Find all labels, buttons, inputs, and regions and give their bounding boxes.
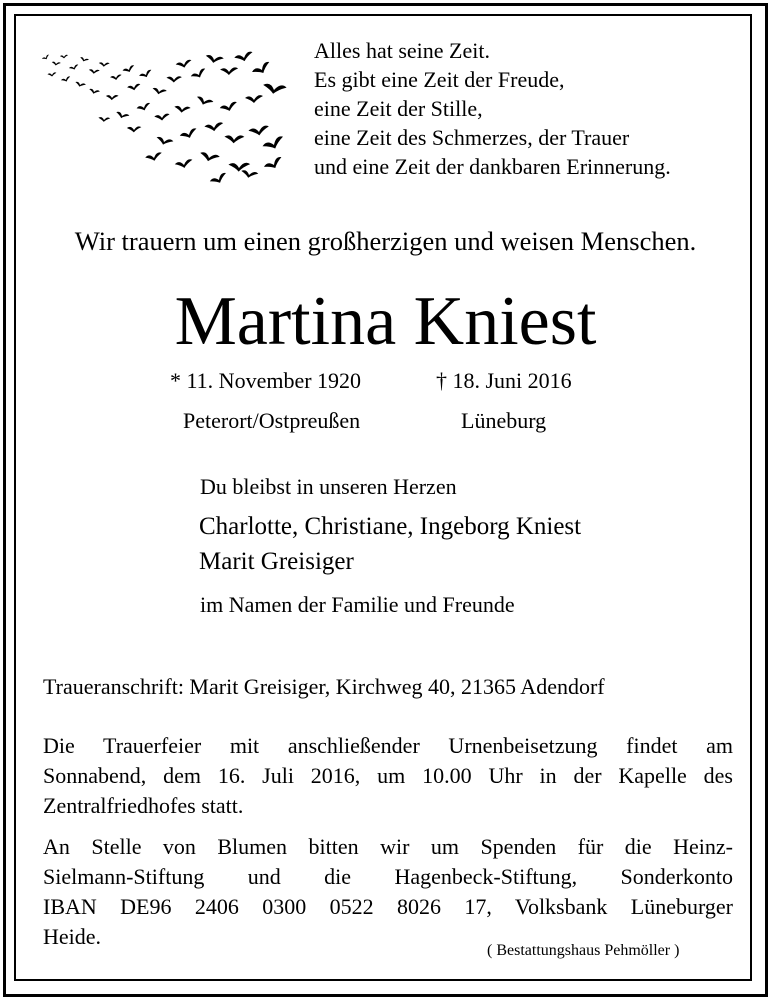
bird-icon [209, 172, 229, 186]
mourner-names: Charlotte, Christiane, Ingeborg Kniest [199, 513, 582, 540]
poem [314, 36, 671, 181]
bird-icon [195, 94, 214, 108]
flying-birds-illustration [34, 30, 309, 195]
paragraph-line: Die Trauerfeier mit anschließender Urnenbeisetzung findet am [43, 733, 733, 758]
birth-date: * 11. November 1920 [170, 368, 362, 393]
bird-icon [175, 59, 192, 69]
bird-icon [51, 61, 61, 67]
paragraph-line: Sielmann-Stiftung und die Hagenbeck-Stiftung, Sonderkonto [43, 864, 733, 889]
bird-icon [166, 75, 182, 83]
bird-icon [261, 136, 285, 153]
poem-line: Alles hat seine Zeit. [314, 38, 490, 63]
bird-icon [234, 51, 254, 63]
bird-icon [220, 67, 238, 76]
bird-icon [88, 87, 100, 95]
paragraph-line: Sonnabend, dem 16. Juli 2016, um 10.00 Uhr in der Kapelle des [43, 763, 733, 788]
mourner-names: Marit Greisiger [199, 548, 354, 575]
paragraph-line: An Stelle von Blumen bitten wir um Spenden für die Heinz- [43, 834, 733, 859]
poem-line: Es gibt eine Zeit der Freude, [314, 67, 565, 92]
bird-icon [174, 159, 193, 169]
paragraph-line: IBAN DE96 2406 0300 0522 8026 17, Volksbank Lüneburger [43, 894, 733, 919]
donation-paragraph [43, 832, 733, 952]
bird-icon [127, 126, 142, 133]
bird-icon [199, 150, 221, 164]
bird-icon [154, 114, 170, 121]
bird-icon [228, 161, 250, 172]
bird-icon [138, 69, 153, 79]
ceremony-paragraph [43, 731, 733, 821]
bird-icon [98, 116, 110, 123]
bird-icon [240, 168, 259, 180]
bird-icon [127, 84, 141, 92]
mourners-behalf: im Namen der Familie und Freunde [200, 592, 515, 617]
bird-icon [151, 86, 167, 96]
bird-icon [74, 80, 86, 88]
mourning-address: Traueranschrift: Marit Greisiger, Kirchweg 40, 21365 Adendorf [43, 674, 605, 699]
bird-icon [115, 110, 130, 121]
bird-icon [190, 68, 208, 81]
bird-icon [248, 125, 270, 136]
bird-icon [251, 61, 273, 77]
bird-icon [245, 95, 263, 103]
bird-icon [224, 133, 245, 144]
bird-icon [155, 135, 174, 148]
birth-place: Peterort/Ostpreußen [183, 408, 361, 433]
deceased-name: Martina Kniest [174, 283, 597, 360]
mourners-intro: Du bleibst in unseren Herzen [200, 474, 457, 499]
paragraph-line: Zentralfriedhofes statt. [43, 793, 244, 818]
bird-icon [98, 61, 109, 67]
bird-icon [122, 65, 136, 74]
poem-line: eine Zeit des Schmerzes, der Trauer [314, 125, 630, 150]
intro-text: Wir trauern um einen großherzigen und weisen Menschen. [74, 226, 697, 256]
bird-icon [179, 128, 199, 141]
poem-line: eine Zeit der Stille, [314, 96, 483, 121]
bird-icon [47, 72, 56, 76]
bird-icon [262, 81, 287, 96]
bird-icon [106, 94, 119, 101]
bird-icon [88, 68, 99, 75]
bird-icon [174, 104, 191, 114]
undertaker-credit: ( Bestattungshaus Pehmöller ) [487, 942, 680, 959]
bird-icon [219, 101, 238, 113]
bird-icon [41, 54, 50, 61]
bird-icon [136, 102, 152, 112]
bird-icon [204, 122, 223, 132]
paragraph-line: Heide. [43, 924, 102, 949]
poem-line: und eine Zeit der dankbaren Erinnerung. [314, 154, 671, 179]
bird-icon [69, 64, 80, 71]
death-date: † 18. Juni 2016 [436, 368, 572, 393]
bird-icon [145, 152, 163, 162]
bird-icon [110, 74, 122, 80]
death-place: Lüneburg [461, 408, 547, 433]
bird-icon [263, 156, 285, 172]
bird-icon [79, 56, 89, 63]
bird-icon [60, 55, 68, 59]
bird-icon [205, 53, 224, 65]
bird-icon [60, 76, 71, 83]
